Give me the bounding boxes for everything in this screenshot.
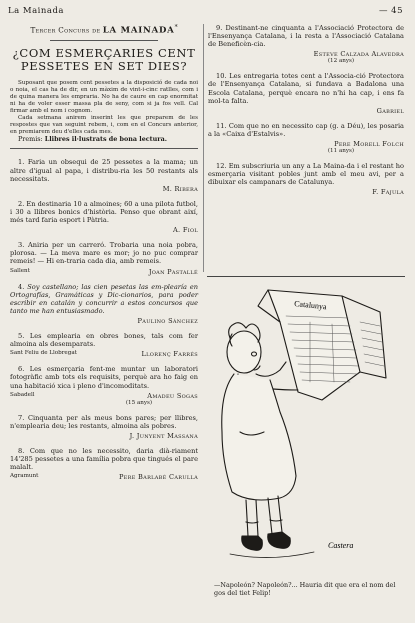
right-column — [208, 24, 404, 204]
contest-entry — [208, 162, 404, 196]
entry-text: Les esmerçaria fent-me muntar un laboratori fotogràfic amb tots els requisits, perquè ara ho faig en una habitació xica i pleno d'incomoditats. — [10, 365, 198, 390]
entry-signature — [208, 50, 404, 58]
entry-signature — [10, 432, 198, 440]
column-separator — [203, 24, 204, 272]
entry-author: F. Fajula — [372, 188, 404, 197]
entry-age: (11 anys) — [327, 148, 355, 155]
entry-text: En destinaria 10 a almoines; 60 a una pilota futbol, i 30 a llibres bonics d'història. Penso que obrant així, més tard faria esport i Pàtria. — [10, 199, 198, 225]
prize-line — [10, 136, 198, 143]
entry-text: Com que no les necessito, daria dià-riament 14'285 pessetes a una família pobra que tingués el pare malalt. — [10, 447, 198, 472]
rules-divider — [10, 148, 198, 149]
illustrator-signature: Castera — [328, 541, 354, 550]
entry-author: Esteve Calzada Alavedra — [313, 50, 404, 59]
entry-signature — [208, 107, 404, 115]
entry-age: (12 anys) — [327, 58, 355, 65]
entry-number: 1. — [18, 158, 25, 167]
entry-number: 4. — [18, 282, 25, 291]
entry-text: Aniria per un carreró. Trobaria una noia pobra, plorosa. — La meva mare es mor; jo no puc comprar remeis! — Hi en-traria cada dia, amb remeis. — [10, 241, 198, 266]
contest-entry — [208, 122, 404, 155]
contest-entry — [10, 158, 198, 192]
entry-paragraph — [10, 283, 198, 315]
entry-paragraph — [10, 365, 198, 389]
entry-age: (15 anys) — [125, 399, 153, 406]
entry-author: Pere Barlabé Carulla — [118, 473, 198, 482]
entry-author: Llorenç Farrés — [141, 350, 198, 359]
entry-text: Cinquanta per als meus bons pares; per llibres, n'emplearia deu; les restants, almoina als pobres. — [10, 413, 198, 430]
entry-paragraph — [208, 162, 404, 186]
entry-number: 12. — [216, 162, 227, 171]
entry-number: 5. — [18, 332, 25, 341]
contest-entry — [10, 414, 198, 440]
rules-paragraph-1: Suposant que posem cent pessetes a la disposició de cada noi o noia, el cas ha de dir, en un màxim de vint-i-cinc ratlles, com i de quina manera les empraria. No ha de caure en cap enormitat ni ha de voler esser massa pla de seny, com si ja fos vell. Cal firmar amb el nom i cognom. — [10, 80, 198, 115]
entry-author: M. Ribera — [162, 184, 198, 193]
contest-entry — [10, 365, 198, 406]
entry-number: 2. — [18, 199, 25, 208]
entry-signature — [208, 140, 404, 148]
entry-author: J. Junyent Massana — [129, 431, 198, 440]
entry-paragraph — [10, 414, 198, 430]
entry-number: 9. — [216, 24, 223, 32]
entry-text: Soy castellano; las cien pesetas las em-plearía en Ortografías, Gramáticas y Dic-cionarios, para poder escribir en catalán y concurrir a estos concursos que tanto me han entusiasmado. — [10, 282, 198, 315]
contest-entry — [10, 332, 198, 358]
entry-number: 3. — [18, 241, 25, 250]
entry-author: Gabriel — [376, 106, 404, 115]
contest-entry — [10, 447, 198, 481]
entry-number: 10. — [216, 72, 227, 81]
entry-place: Agramunt — [10, 473, 39, 480]
illustration-top-rule — [207, 276, 405, 277]
entry-author: Amadeu Sogas — [147, 391, 198, 400]
rules-paragraph-2: Cada setmana anirem inserint les que preparem de les respostes que van seguint rebem, i, com en el Concurs anterior, en premiarem deu d'elles cada mes. — [10, 115, 198, 136]
entry-text: Les entregaria totes cent a l'Associa-ció Protectora de l'Ensenyança Catalana, si fundava a Badalona una Escola Catalana, perquè encara no n'hi ha cap, i ens fa mol-ta falta. — [208, 72, 404, 105]
right-entries-list — [208, 24, 404, 197]
entry-signature — [10, 350, 198, 358]
contest-entry — [10, 200, 198, 234]
entry-author: Joan Pastallé — [148, 267, 198, 276]
entry-paragraph — [10, 241, 198, 265]
entry-paragraph — [10, 158, 198, 182]
question-line-1: ¿COM ESMERÇARIES CENT — [12, 46, 196, 61]
contest-entry — [10, 283, 198, 325]
contest-name: LA MAINADA — [102, 25, 175, 36]
entry-text: Em subscriuria un any a La Maina-da i el restant ho esmerçaria visitant pobles junt amb el meu avi, per a dibuixar els campanars de Catalunya. — [208, 162, 404, 187]
entry-paragraph — [208, 122, 404, 138]
entry-signature — [10, 226, 198, 234]
entry-number: 7. — [18, 413, 25, 422]
entry-place: Sant Feliu de Llobregat — [10, 350, 77, 357]
entry-paragraph — [208, 72, 404, 104]
heading-divider — [50, 40, 158, 41]
entry-number: 8. — [18, 447, 25, 456]
entry-paragraph — [10, 200, 198, 224]
contest-rules — [10, 80, 198, 143]
entry-text: Com que no en necessito cap (g. a Déu), les posaria a la «Caixa d'Estalvis». — [208, 121, 404, 138]
left-entries-list — [10, 158, 198, 481]
contest-entry — [10, 241, 198, 275]
footnote-mark: * — [174, 24, 178, 31]
entry-author: A. Fiol — [172, 226, 198, 235]
child-reading-newspaper-illustration — [210, 282, 405, 582]
entry-text: Destinant-ne cinquanta a l'Associació Protectora de l'Ensenyança Catalana, i la resta a l'Associació Catalana de Beneficèn-cia. — [208, 24, 404, 49]
prize-label: Premis: — [18, 135, 43, 144]
contest-entry — [208, 24, 404, 65]
contest-prefix: Tercer Concurs de — [30, 25, 101, 35]
question-line-2: PESSETES EN SET DIES? — [20, 58, 188, 73]
entry-signature — [10, 317, 198, 325]
entry-place: Sallent — [10, 267, 30, 274]
entry-place: Sabadell — [10, 391, 35, 398]
entry-author: Paulino Sánchez — [137, 316, 198, 325]
entry-number: 6. — [18, 365, 25, 374]
running-header-title: La Mainada — [8, 6, 64, 16]
newspaper-title: Catalunya — [293, 299, 327, 312]
entry-text: Les emplearia en obres bones, tals com fer almoina als desemparats. — [10, 332, 198, 349]
entry-signature — [10, 392, 198, 400]
entry-paragraph — [10, 332, 198, 348]
prize-text: Llibres il·lustrats de bona lectura. — [44, 135, 168, 144]
entry-text: Faria un obsequi de 25 pessetes a la mama; un altre d'igual al papa, i distribu-ria les 50 restants als necessitats. — [10, 158, 198, 183]
illustration-caption: —Napoleón? Napoleón?... Hauria dit que era el nom del gos del tiet Felip! — [214, 581, 396, 597]
entry-signature — [208, 188, 404, 196]
entry-signature — [10, 268, 198, 276]
page-number: — 45 — [378, 6, 403, 16]
entry-signature — [10, 185, 198, 193]
contest-entry — [208, 72, 404, 114]
entry-paragraph — [10, 447, 198, 471]
contest-question — [10, 47, 198, 72]
entry-signature — [10, 473, 198, 481]
entry-paragraph — [208, 24, 404, 48]
entry-number: 11. — [216, 121, 227, 130]
contest-heading — [10, 24, 198, 34]
entry-author: Pere Morell Folch — [334, 140, 404, 149]
left-column — [10, 24, 198, 488]
